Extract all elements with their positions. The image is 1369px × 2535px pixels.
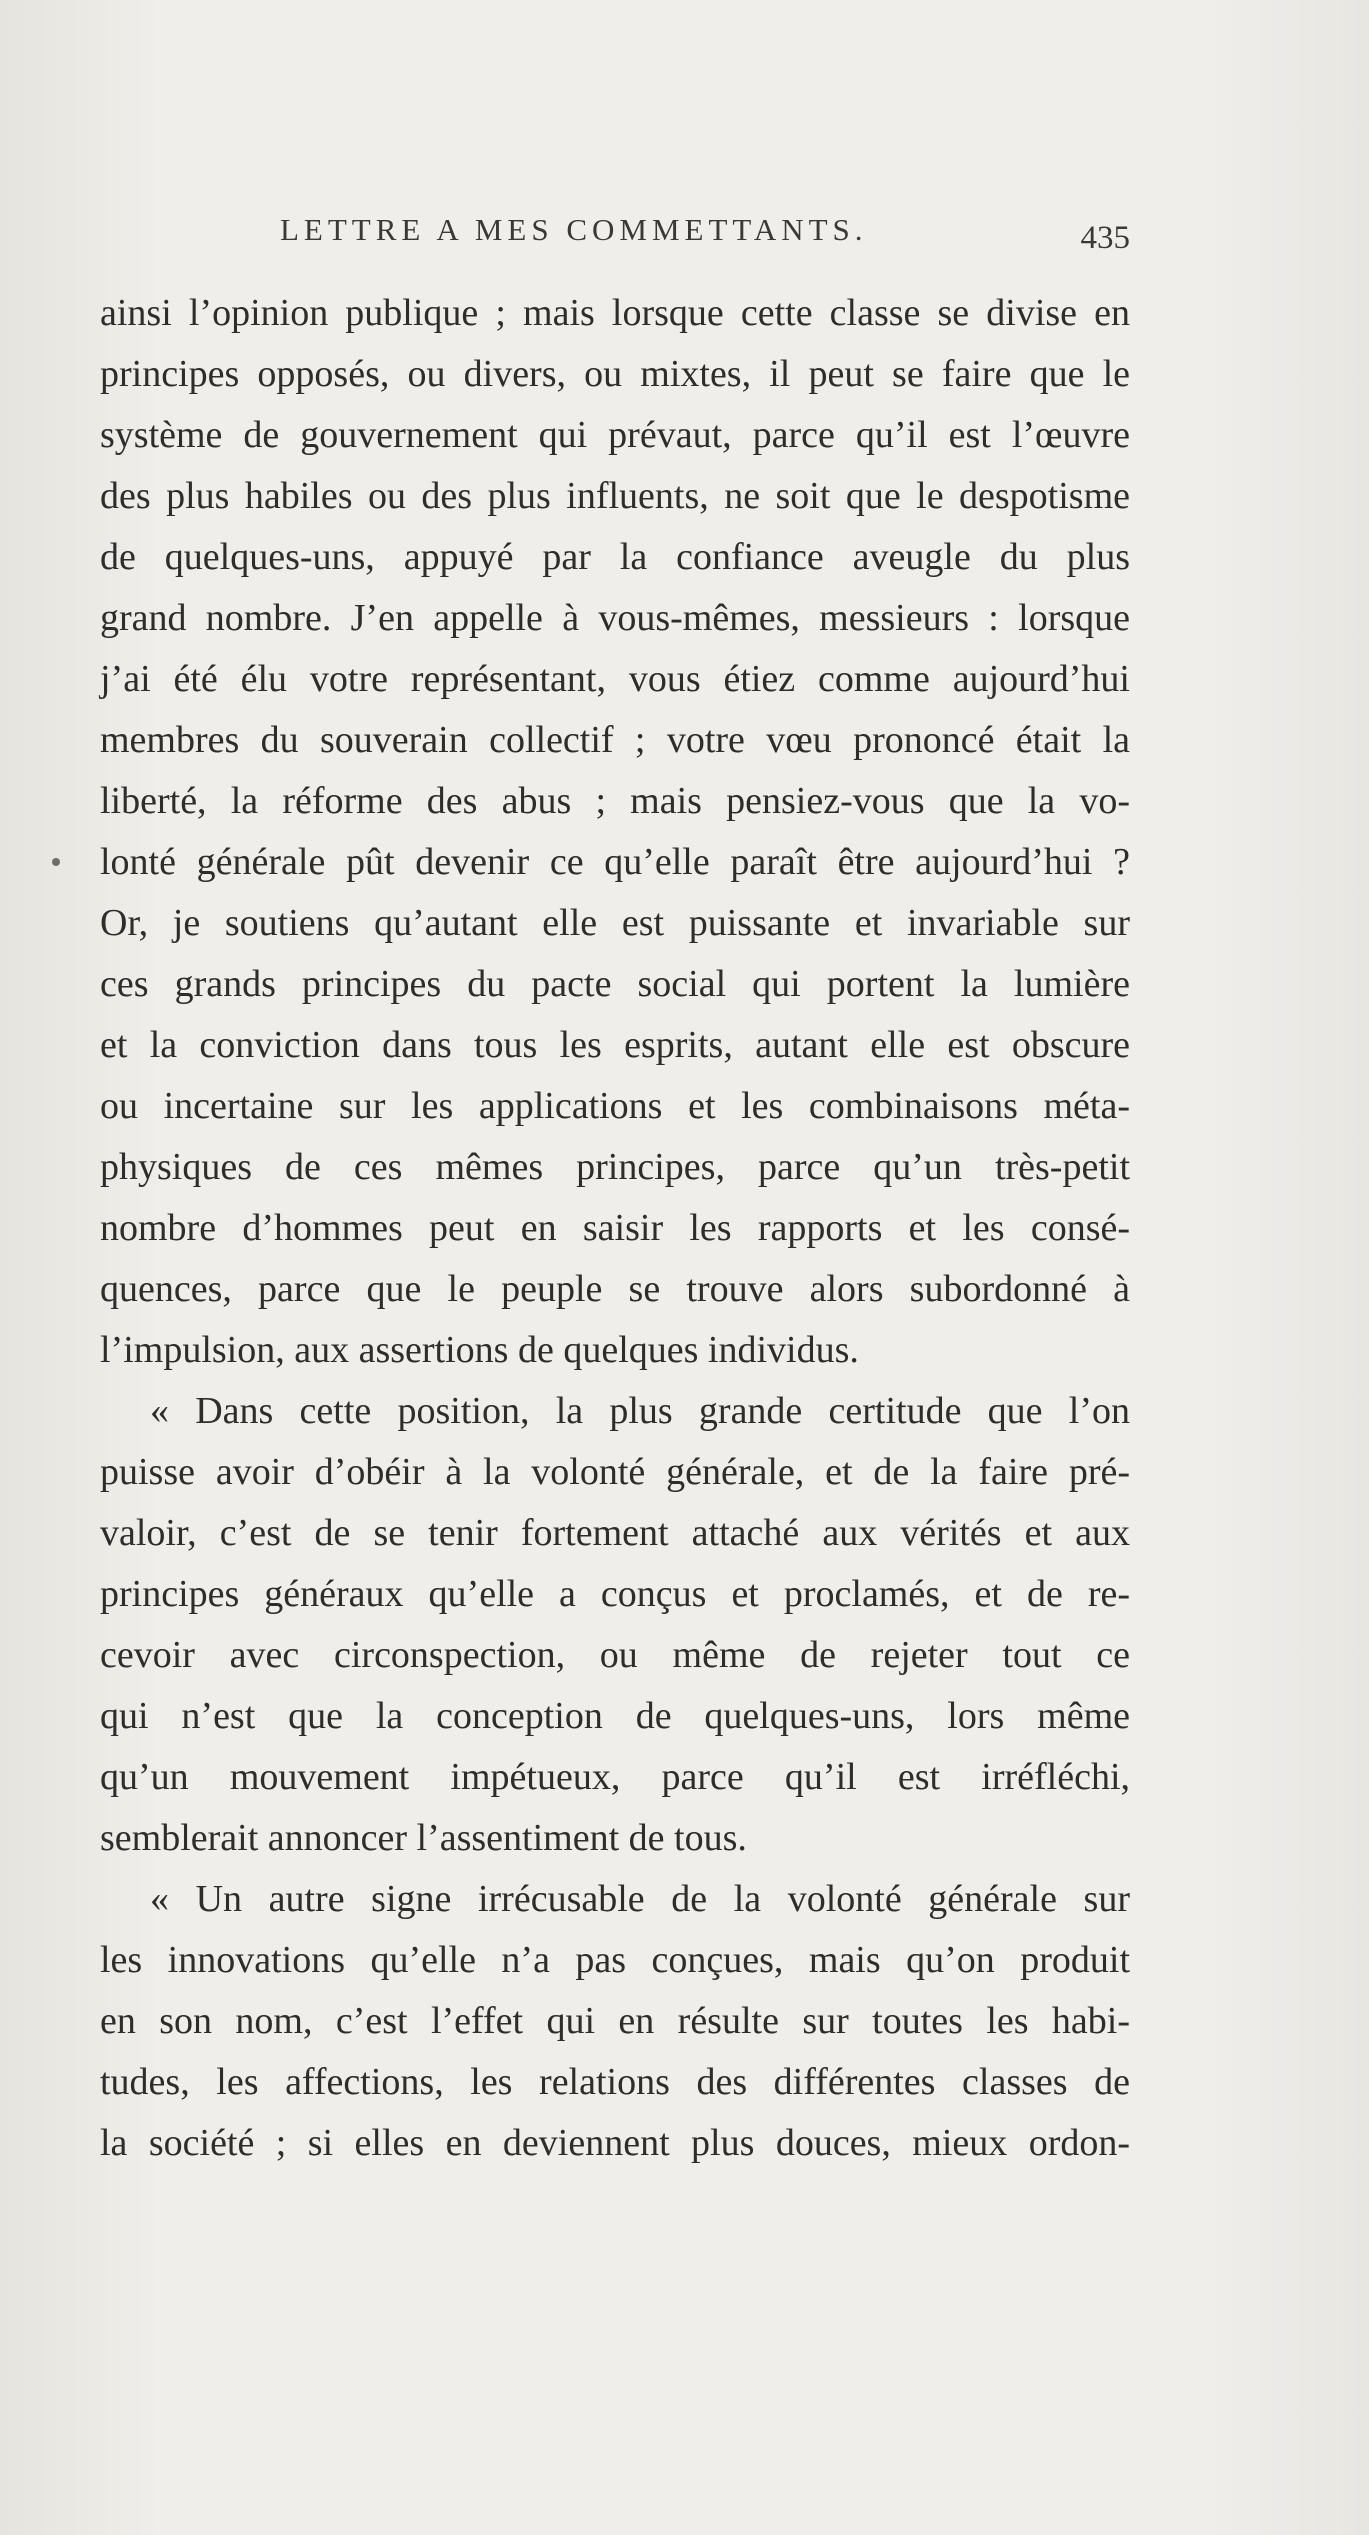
text-line: « Un autre signe irrécusable de la volonté générale sur (150, 1878, 1130, 1920)
text-line: lonté générale pût devenir ce qu’elle paraît être aujourd’hui ? (100, 841, 1130, 883)
text-line: ou incertaine sur les applications et les combinaisons méta- (100, 1085, 1130, 1127)
text-line: membres du souverain collectif ; votre vœu prononcé était la (100, 719, 1130, 761)
text-line: semblerait annoncer l’assentiment de tous. (100, 1817, 747, 1859)
text-line: de quelques-uns, appuyé par la confiance aveugle du plus (100, 536, 1130, 578)
text-line: en son nom, c’est l’effet qui en résulte sur toutes les habi- (100, 2000, 1130, 2042)
text-line: Or, je soutiens qu’autant elle est puissante et invariable sur (100, 902, 1130, 944)
running-title: LETTRE A MES COMMETTANTS. (280, 212, 868, 247)
text-line: physiques de ces mêmes principes, parce qu’un très-petit (100, 1146, 1130, 1188)
text-line: ainsi l’opinion publique ; mais lorsque cette classe se divise en (100, 292, 1130, 334)
text-line: la société ; si elles en deviennent plus douces, mieux ordon- (100, 2122, 1130, 2164)
text-line: qu’un mouvement impétueux, parce qu’il est irréfléchi, (100, 1756, 1130, 1798)
text-line: système de gouvernement qui prévaut, parce qu’il est l’œuvre (100, 414, 1130, 456)
text-line: cevoir avec circonspection, ou même de rejeter tout ce (100, 1634, 1130, 1676)
text-line: principes généraux qu’elle a conçus et proclamés, et de re- (100, 1573, 1130, 1615)
text-line: et la conviction dans tous les esprits, autant elle est obscure (100, 1024, 1130, 1066)
text-line: « Dans cette position, la plus grande certitude que l’on (150, 1390, 1130, 1432)
margin-mark-icon (52, 858, 60, 866)
text-line: puisse avoir d’obéir à la volonté générale, et de la faire pré- (100, 1451, 1130, 1493)
page-number: 435 (1080, 220, 1130, 256)
text-line: principes opposés, ou divers, ou mixtes, il peut se faire que le (100, 353, 1130, 395)
text-line: l’impulsion, aux assertions de quelques individus. (100, 1329, 859, 1371)
body-text (100, 283, 1130, 2174)
text-line: valoir, c’est de se tenir fortement attaché aux vérités et aux (100, 1512, 1130, 1554)
text-line: ces grands principes du pacte social qui portent la lumière (100, 963, 1130, 1005)
text-line: les innovations qu’elle n’a pas conçues, mais qu’on produit (100, 1939, 1130, 1981)
text-line: tudes, les affections, les relations des différentes classes de (100, 2061, 1130, 2103)
text-line: quences, parce que le peuple se trouve alors subordonné à (100, 1268, 1130, 1310)
page-header (280, 212, 1130, 262)
text-line: j’ai été élu votre représentant, vous étiez comme aujourd’hui (100, 658, 1130, 700)
text-line: qui n’est que la conception de quelques-uns, lors même (100, 1695, 1130, 1737)
text-line: nombre d’hommes peut en saisir les rapports et les consé- (100, 1207, 1130, 1249)
text-line: grand nombre. J’en appelle à vous-mêmes, messieurs : lorsque (100, 597, 1130, 639)
text-line: des plus habiles ou des plus influents, ne soit que le despotisme (100, 475, 1130, 517)
text-line: liberté, la réforme des abus ; mais pensiez-vous que la vo- (100, 780, 1130, 822)
